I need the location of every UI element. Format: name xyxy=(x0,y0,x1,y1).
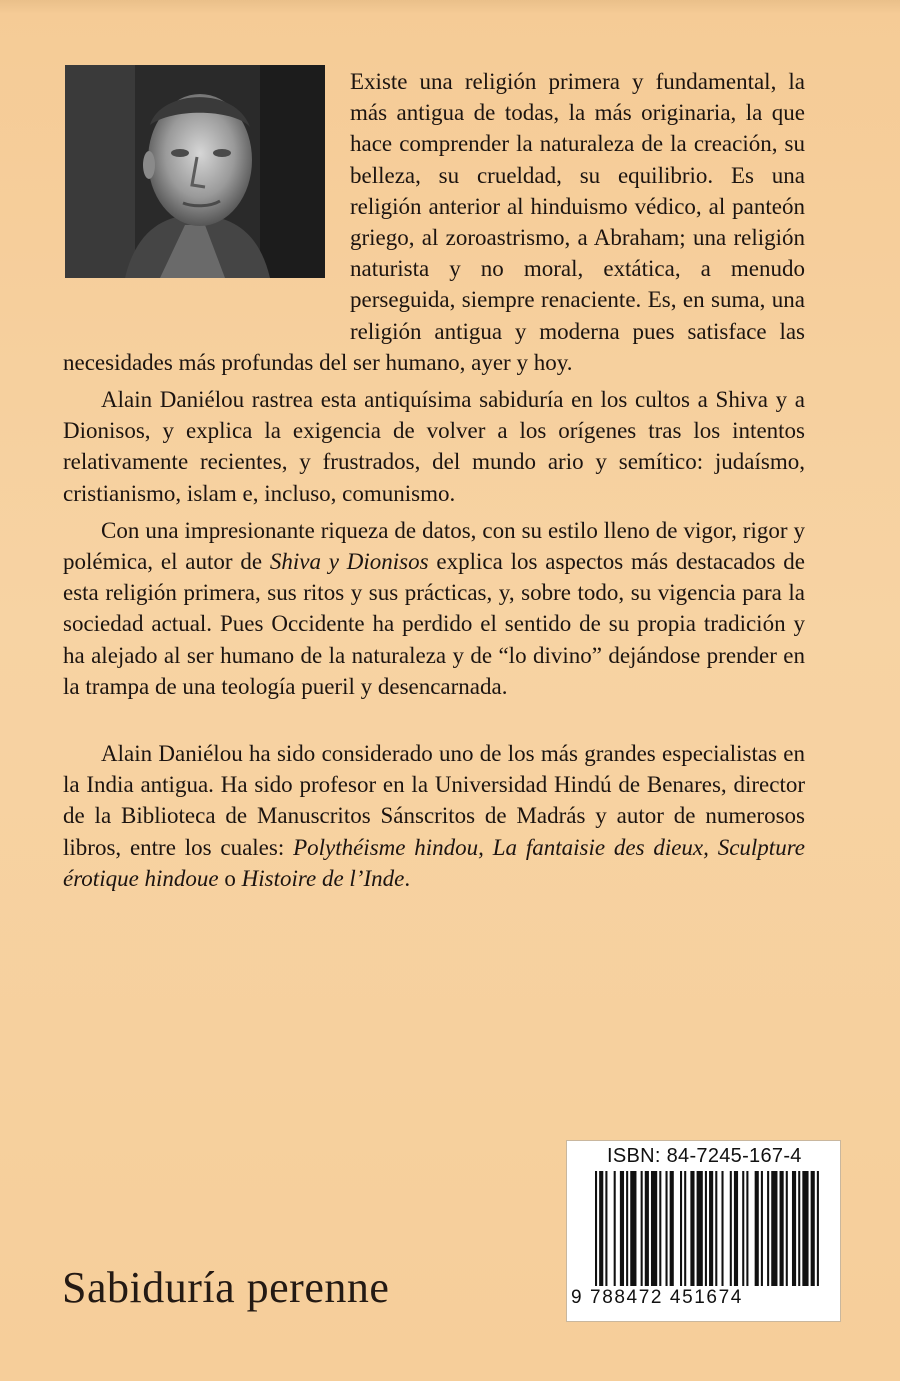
barcode-bar xyxy=(614,1171,616,1286)
author-bio-paragraph xyxy=(63,738,805,894)
barcode-bar xyxy=(742,1171,744,1286)
barcode-bar xyxy=(595,1171,597,1286)
isbn-label: ISBN: 84-7245-167-4 xyxy=(607,1145,802,1167)
barcode-bar xyxy=(684,1171,686,1286)
book-list-connector: o xyxy=(218,865,242,891)
description-paragraph-2: Alain Daniélou rastrea esta antiquísima sabiduría en los cultos a Shiva y a Dionisos, y explica la exigencia de volver a los orígenes tras los intentos relativamente recientes, y frustrados, del mundo ario y semítico: judaísmo, cristianismo, islam e, incluso, comunismo. xyxy=(63,387,805,506)
barcode-bar xyxy=(620,1171,624,1286)
barcode-bar xyxy=(786,1171,788,1286)
barcode-bar xyxy=(755,1171,759,1286)
barcode-bar xyxy=(780,1171,784,1286)
barcode-bar xyxy=(746,1171,748,1286)
barcode-bar xyxy=(817,1171,819,1286)
author-bio-end: . xyxy=(404,865,411,891)
book-list-2: Histoire de l’Inde xyxy=(241,865,405,891)
barcode-bar xyxy=(659,1171,661,1286)
barcode-bar xyxy=(721,1171,723,1286)
barcode-bar xyxy=(761,1171,763,1286)
author-bio-text: Alain Daniélou ha sido considerado uno de los más grandes especialistas en la India antigua. Ha sido profesor en la Universidad Hindú de Benares, director de la Biblioteca de Manuscritos Sánscritos de Madrás y autor de numerosos libros, entre los cuales: xyxy=(63,741,805,860)
book-list-1: Polythéisme hindou, La fantaisie des dieux, Sculpture érotique hindoue xyxy=(63,834,805,891)
description-paragraph-3-start: Con una impresionante riqueza de datos, con su estilo lleno de vigor, rigor y polémica, el autor de xyxy=(63,517,805,575)
isbn-barcode-box xyxy=(566,1140,841,1322)
barcode-bar xyxy=(734,1171,738,1286)
barcode-bar xyxy=(705,1171,707,1286)
barcode-bar xyxy=(626,1171,628,1286)
description-paragraph-3-end: explica los aspectos más destacados de esta religión primera, sus ritos y sus prácticas, y, sobre todo, su vigencia para la sociedad actual. Pues Occidente ha perdido el sentido de su propia tradición y ha alejado al ser humano de la naturaleza y de “lo divino” dejándose prender en la trampa de una teología pueril y desencarnada. xyxy=(63,549,805,699)
book-title-shiva-y-dionisos: Shiva y Dionisos xyxy=(269,549,429,575)
barcode-bar xyxy=(771,1171,777,1286)
series-name: Sabiduría perenne xyxy=(62,1263,390,1312)
barcode-bar xyxy=(690,1171,694,1286)
author-bio xyxy=(63,738,805,894)
barcode-icon xyxy=(595,1171,821,1286)
description-text xyxy=(63,66,805,702)
barcode-bar xyxy=(697,1171,703,1286)
barcode-bar xyxy=(680,1171,682,1286)
barcode-bar xyxy=(798,1171,800,1286)
barcode-bar xyxy=(645,1171,649,1286)
barcode-bar xyxy=(792,1171,796,1286)
cover-top-edge xyxy=(0,0,900,14)
barcode-bar xyxy=(641,1171,643,1286)
barcode-digits: 9 788472 451674 xyxy=(571,1287,743,1308)
barcode-bar xyxy=(651,1171,657,1286)
barcode-bar xyxy=(665,1171,667,1286)
description-paragraph-1: Existe una religión primera y fundamental, la más antigua de todas, la más originaria, la que hace comprender la naturaleza de la creación, su belleza, su crueldad, su equilibrio. Es una religión anterior al hinduismo védico, al panteón griego, al zoroastrismo, a Abraham; una religión naturista y no moral, extática, a menudo perseguida, siempre renaciente. Es, en suma, una religión antigua y moderna pues satisface las necesidades más profundas del ser humano, ayer y hoy. xyxy=(63,69,805,375)
barcode-bar xyxy=(730,1171,732,1286)
barcode-bar xyxy=(709,1171,713,1286)
barcode-bar xyxy=(599,1171,603,1286)
barcode-bar xyxy=(715,1171,717,1286)
photo-text-wrap xyxy=(63,66,350,316)
barcode-bar xyxy=(605,1171,607,1286)
barcode-bar xyxy=(767,1171,769,1286)
barcode-bar xyxy=(811,1171,815,1286)
description-paragraph-3 xyxy=(63,515,805,702)
barcode-bar xyxy=(802,1171,808,1286)
barcode-bar xyxy=(670,1171,674,1286)
barcode-bar xyxy=(630,1171,636,1286)
